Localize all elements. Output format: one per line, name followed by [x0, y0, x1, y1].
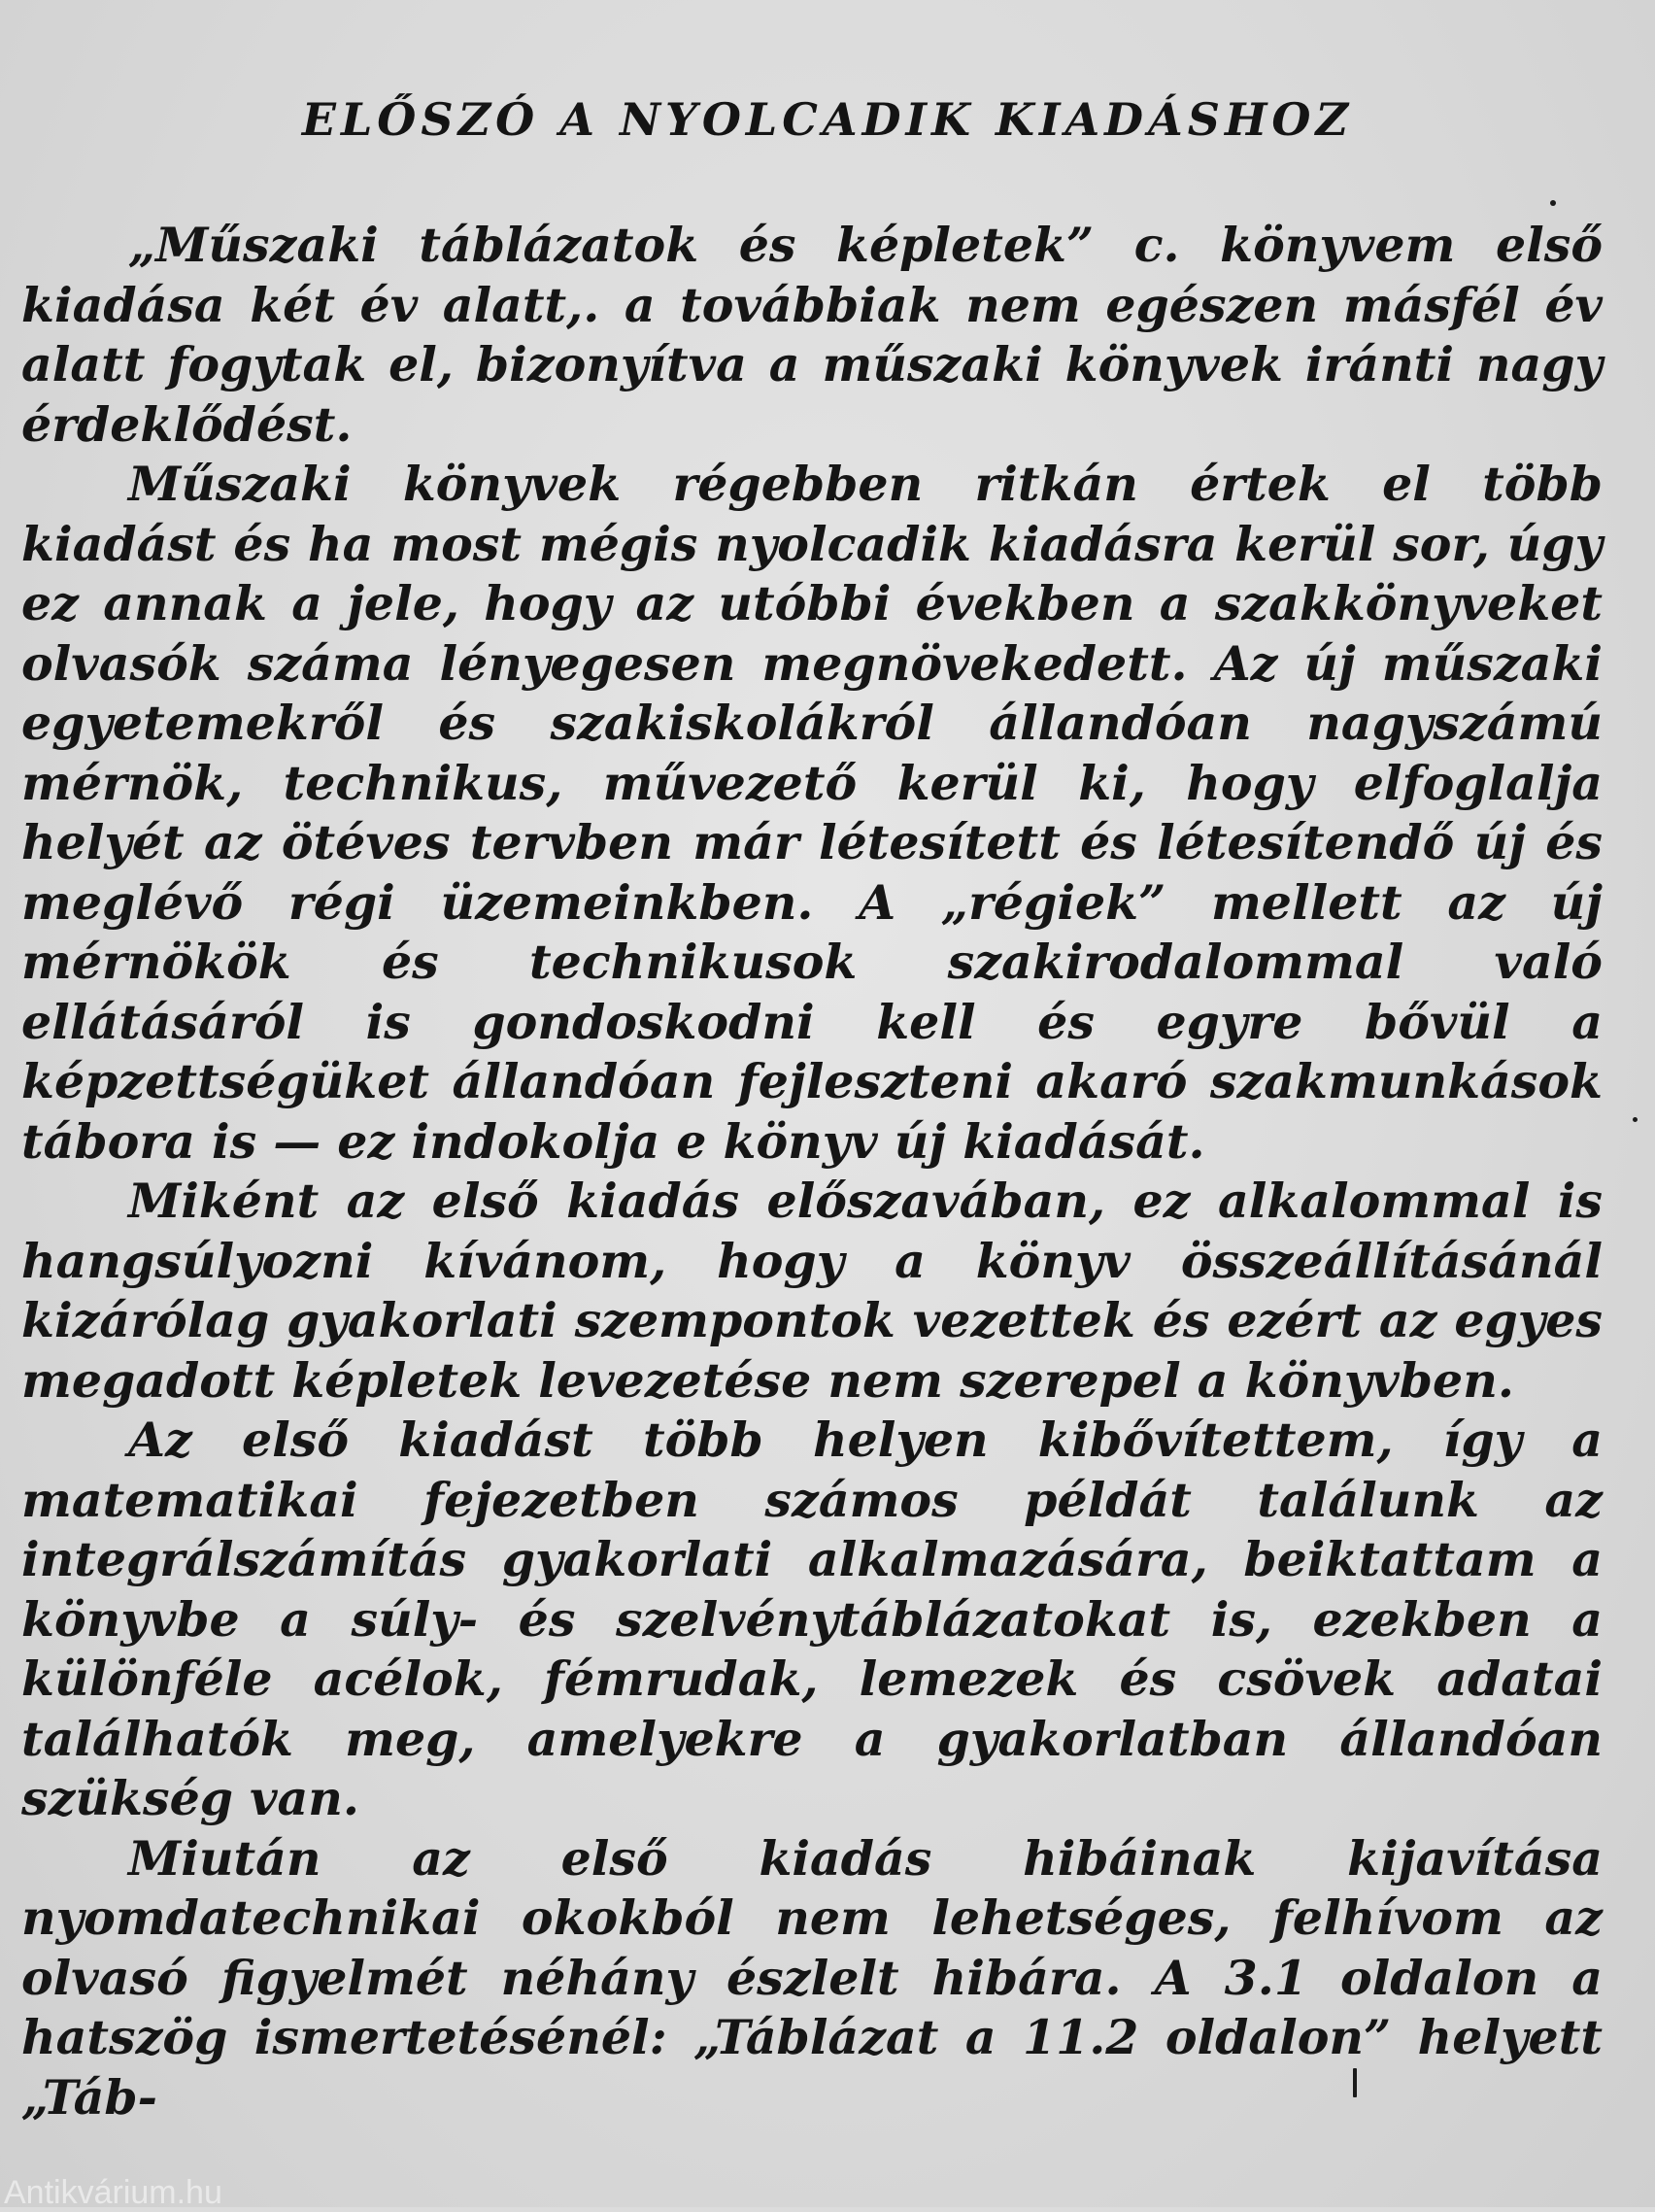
- ink-speck: [1633, 1117, 1638, 1122]
- paragraph: Miután az első kiadás hibáinak kijavítása nyomdatechnikai okokból nem lehetséges, felhívom az olvasó figyelmét néhány észlelt hibára. A 3.1 oldalon a hatszög ismertetésénél: „Táblázat a 11.2 oldalon” helyett „Táb-: [21, 1829, 1603, 2126]
- watermark-logo: Antikvárium.hu: [4, 2174, 222, 2211]
- paragraph: Műszaki könyvek régebben ritkán értek el több kiadást és ha most mégis nyolcadik kiadásra kerül sor, úgy ez annak a jele, hogy az utóbbi években a szakkönyveket olvasók száma lényegesen megnövekedett. Az új műszaki egyetemekről és szakiskolákról állandóan nagyszámú mérnök, technikus, művezető kerül ki, hogy elfoglalja helyét az ötéves tervben már létesített és létesítendő új és meglévő régi üzemeinkben. A „régiek” mellett az új mérnökök és technikusok szakirodalommal való ellátásáról is gondoskodni kell és egyre bővül a képzettségüket állandóan fejleszteni akaró szakmunkások tábora is — ez indokolja e könyv új kiadását.: [21, 456, 1603, 1170]
- preface-body: [21, 216, 1603, 2127]
- ink-speck: [1550, 200, 1556, 206]
- page-title: ELŐSZÓ A NYOLCADIK KIADÁSHOZ: [301, 93, 1354, 146]
- paragraph: Az első kiadást több helyen kibővítettem, így a matematikai fejezetben számos példát találunk az integrálszámítás gyakorlati alkalmazására, beiktattam a könyvbe a súly- és szelvénytáblázatokat is, ezekben a különféle acélok, fémrudak, lemezek és csövek adatai találhatók meg, amelyekre a gyakorlatban állandóan szükség van.: [21, 1412, 1603, 1826]
- paragraph: „Műszaki táblázatok és képletek” c. könyvem első kiadása két év alatt,. a továbbiak nem egészen másfél év alatt fogytak el, bizonyítva a műszaki könyvek iránti nagy érdeklődést.: [21, 217, 1603, 453]
- ink-speck: [1353, 2068, 1357, 2097]
- paragraph: Miként az első kiadás előszavában, ez alkalommal is hangsúlyozni kívánom, hogy a könyv összeállításánál kizárólag gyakorlati szempontok vezettek és ezért az egyes megadott képletek levezetése nem szerepel a könyvben.: [21, 1173, 1603, 1409]
